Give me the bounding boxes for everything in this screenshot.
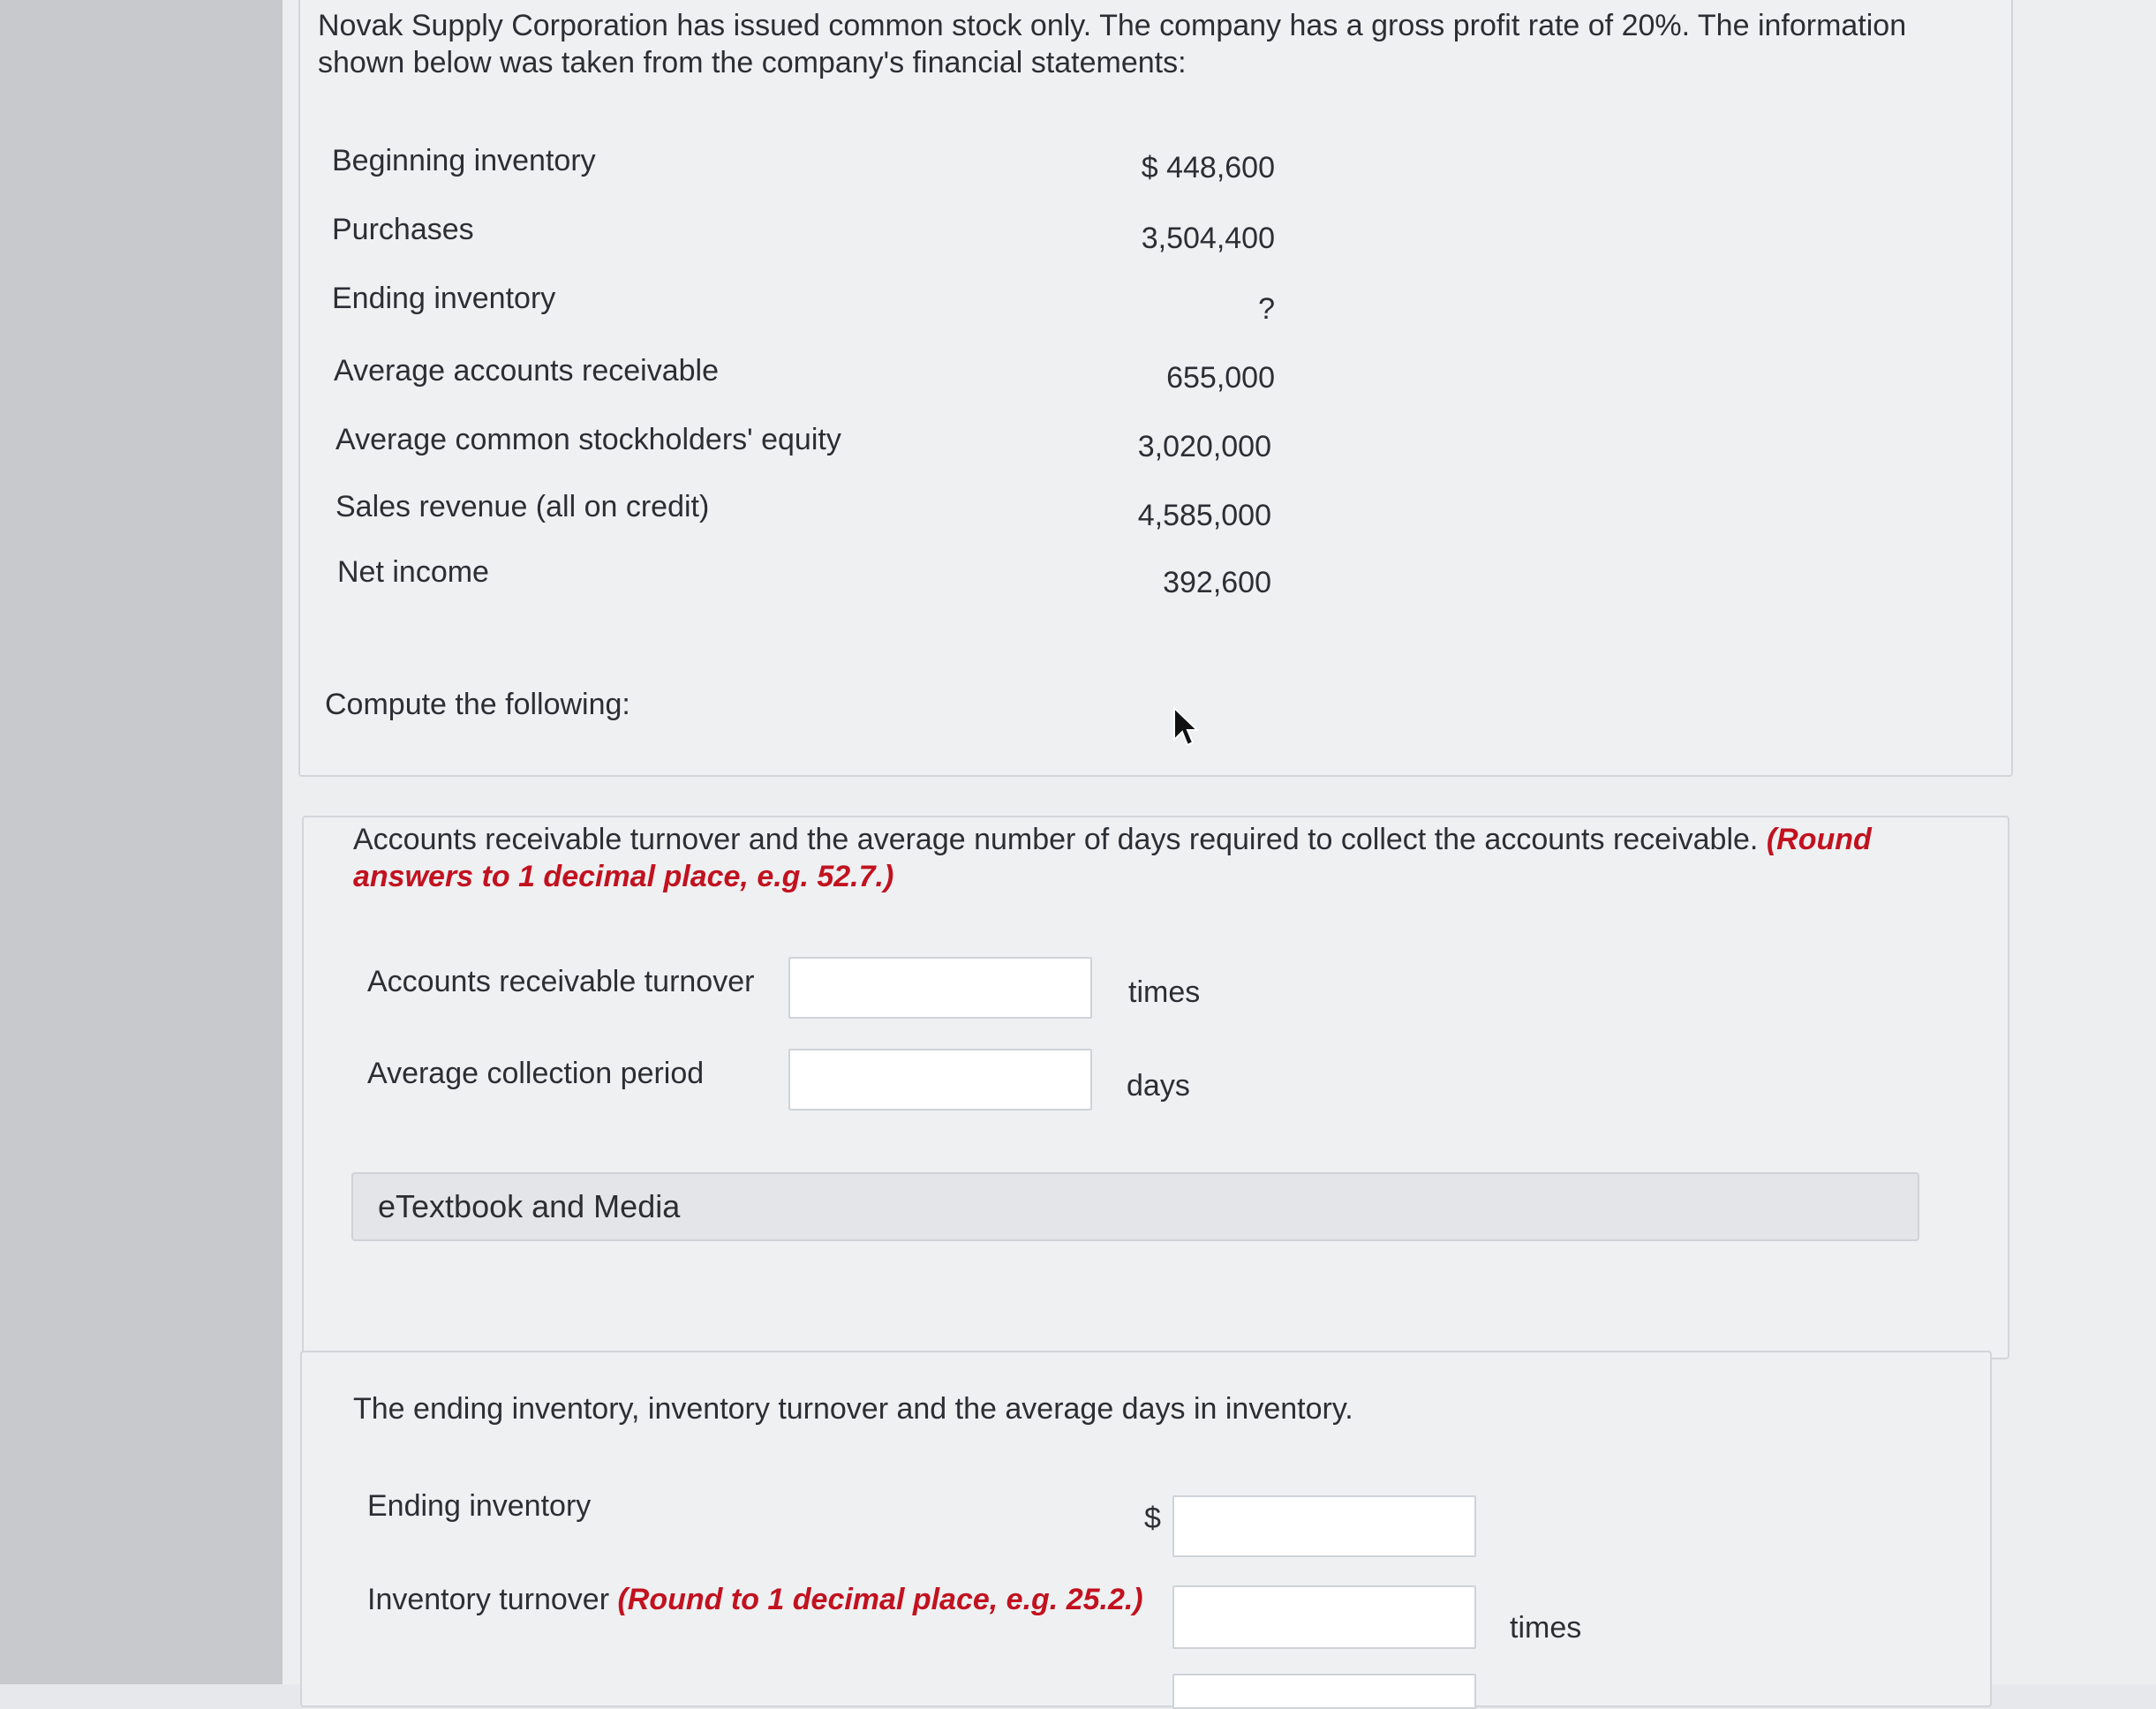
compute-label: Compute the following: xyxy=(325,688,630,721)
ar-turnover-input[interactable] xyxy=(788,957,1092,1019)
problem-intro: Novak Supply Corporation has issued common stock only. The company has a gross profit rate of 20%. The information shown below was taken from the company's financial statements: xyxy=(318,9,1907,79)
collection-period-input[interactable] xyxy=(788,1049,1092,1110)
currency-symbol: $ xyxy=(1144,1502,1161,1535)
part-a-question xyxy=(353,821,1978,895)
item-value: 655,000 xyxy=(1166,361,1275,395)
item-value: 392,600 xyxy=(1163,566,1271,599)
item-value: $ 448,600 xyxy=(1141,151,1275,184)
average-days-input-partial[interactable] xyxy=(1172,1674,1476,1709)
item-value: 3,504,400 xyxy=(1141,222,1275,255)
item-label: Net income xyxy=(337,555,489,589)
etextbook-media-button[interactable]: eTextbook and Media xyxy=(351,1172,1919,1241)
item-label: Sales revenue (all on credit) xyxy=(335,490,710,523)
item-label: Average accounts receivable xyxy=(334,354,719,388)
inventory-turnover-unit: times xyxy=(1510,1611,1582,1645)
ar-turnover-unit: times xyxy=(1128,975,1201,1009)
inventory-rounding-note: (Round to 1 decimal place, e.g. 25.2.) xyxy=(617,1583,1143,1616)
left-panel xyxy=(0,0,298,1684)
item-label: Average common stockholders' equity xyxy=(335,423,841,456)
item-value: 4,585,000 xyxy=(1137,499,1271,532)
collection-period-label: Average collection period xyxy=(367,1057,705,1090)
inventory-turnover-label: Inventory turnover xyxy=(367,1583,610,1616)
assignment-page xyxy=(283,0,2156,1684)
collection-period-unit: days xyxy=(1127,1069,1190,1103)
item-label: Purchases xyxy=(332,213,474,246)
ar-turnover-label: Accounts receivable turnover xyxy=(367,965,755,998)
item-label: Ending inventory xyxy=(332,282,556,315)
item-value: 3,020,000 xyxy=(1137,430,1271,463)
inventory-turnover-label-row xyxy=(367,1582,1143,1617)
inventory-turnover-input[interactable] xyxy=(1172,1585,1476,1649)
part-b-question: The ending inventory, inventory turnover and the average days in inventory. xyxy=(353,1392,1353,1426)
part-a-question-text: Accounts receivable turnover and the average number of days required to collect the accounts receivable. xyxy=(353,823,1759,856)
item-value: ? xyxy=(1258,292,1275,326)
ending-inventory-input[interactable] xyxy=(1172,1495,1476,1557)
mouse-cursor-icon xyxy=(1172,706,1199,749)
item-label: Beginning inventory xyxy=(332,144,596,177)
rounding-note: (Round answers to 1 decimal place, e.g. 52.7.) xyxy=(353,823,1872,893)
ending-inventory-label: Ending inventory xyxy=(367,1489,592,1523)
